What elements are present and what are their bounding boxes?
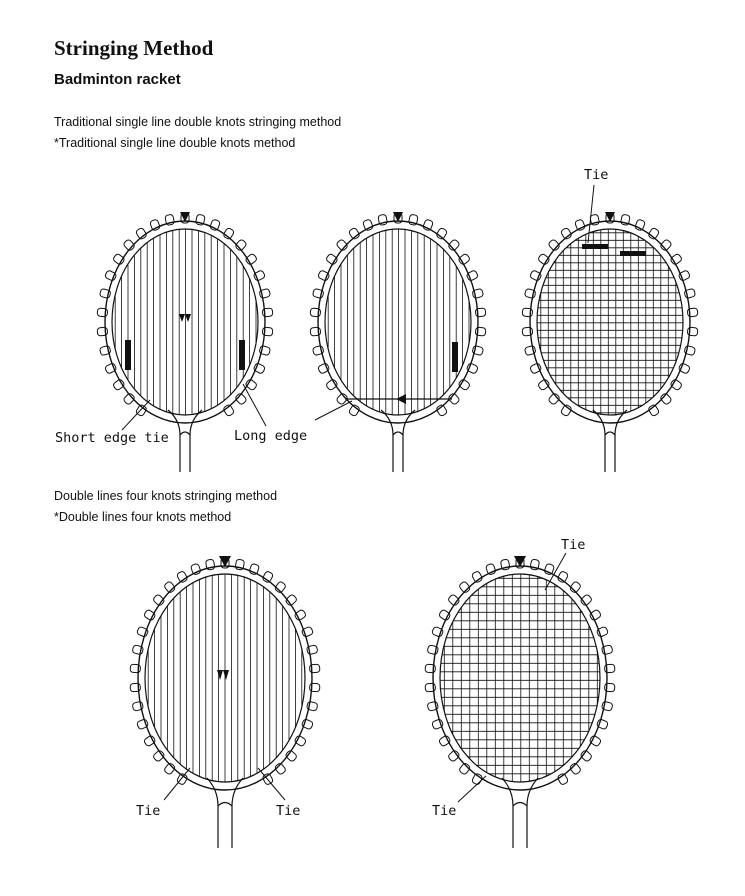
racket-2-handle	[381, 410, 415, 472]
racket-1-handle	[168, 410, 202, 472]
section1-note: *Traditional single line double knots method	[54, 136, 296, 150]
racket-2	[310, 212, 486, 472]
long-edge-leader	[243, 384, 266, 426]
double-arrow-marker-2	[223, 670, 229, 680]
tie-top-label: Tie	[561, 537, 586, 553]
racket-3-strings	[537, 229, 683, 415]
racket-3-frame	[530, 221, 690, 423]
racket-5	[425, 537, 615, 848]
tie-left-label: Tie	[136, 803, 161, 819]
racket-1	[55, 212, 307, 472]
tie-label: Tie	[584, 167, 609, 183]
double-arrow-marker	[179, 314, 185, 322]
racket-3-handle	[593, 410, 627, 472]
page-title: Stringing Method	[54, 36, 214, 60]
tie-bar-right	[620, 251, 646, 256]
section2-heading: Double lines four knots stringing method	[54, 489, 278, 503]
racket-2-strings	[328, 229, 469, 415]
direction-arrow	[396, 394, 406, 404]
racket-4-strings	[148, 574, 302, 782]
racket-2-frame	[318, 221, 478, 423]
double-arrow-marker	[217, 670, 223, 680]
page-subtitle: Badminton racket	[54, 71, 181, 88]
tie-right-label: Tie	[276, 803, 301, 819]
knot-leader	[315, 401, 352, 420]
short-edge-leader	[122, 400, 150, 430]
long-edge-label: Long edge	[234, 428, 308, 444]
racket-5-strings	[440, 574, 600, 782]
racket-1-strings	[115, 229, 256, 415]
racket-3	[522, 167, 698, 472]
racket-1-frame	[105, 221, 265, 423]
racket-4	[130, 556, 320, 848]
tie-bottom-label: Tie	[432, 803, 457, 819]
right-knot-bar	[452, 342, 458, 372]
section2-note: *Double lines four knots method	[54, 510, 232, 524]
tie-bar-left	[582, 244, 608, 249]
left-knot-bar	[125, 340, 131, 370]
right-knot-bar	[239, 340, 245, 370]
section1-heading: Traditional single line double knots stringing method	[54, 115, 342, 129]
short-edge-tie-label: Short edge tie	[55, 430, 169, 446]
